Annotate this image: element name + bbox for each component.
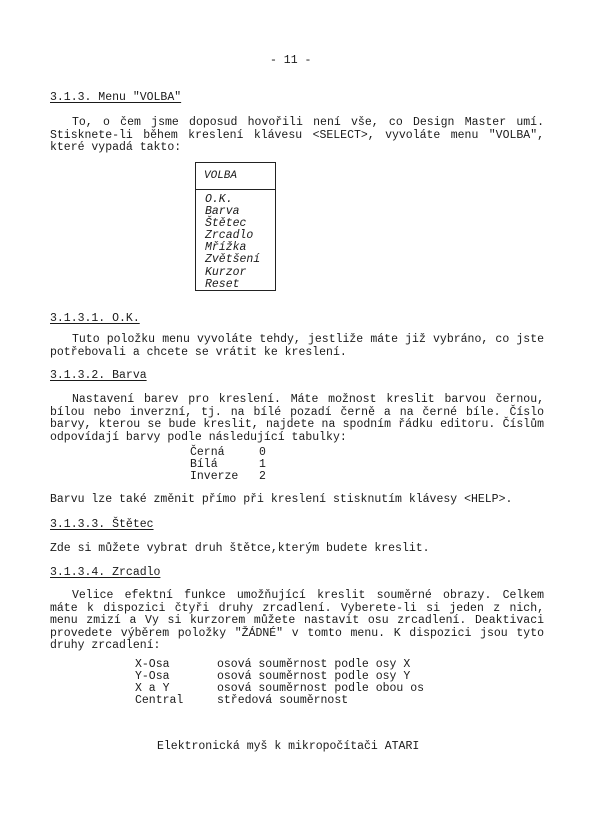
color-value: 2 [259,470,266,483]
menu-items [205,194,260,291]
menu-item-zrcadlo[interactable]: Zrcadlo [205,229,254,243]
menu-item-kurzor[interactable]: Kurzor [205,265,247,279]
menu-volba-box [195,162,276,291]
color-value: 0 [259,446,266,459]
mirror-name: Central [135,694,184,707]
menu-item-mrizka[interactable]: Mřížka [205,241,247,255]
paragraph-ok: Tuto položku menu vyvoláte tehdy, jestliže máte již vybráno, co jste potřebovali a chcete se vrátit ke kreslení. [50,333,544,359]
mirror-name: Y-Osa [135,670,170,683]
menu-item-stetec[interactable]: Štětec [205,217,247,231]
heading-stetec: 3.1.3.3. Štětec [50,518,154,531]
menu-title: VOLBA [204,170,238,182]
mirror-desc: osová souměrnost podle osy X [217,658,411,671]
paragraph-barva-help: Barvu lze také změnit přímo při kreslení stisknutím klávesy <HELP>. [50,493,513,506]
paragraph-barva: Nastavení barev pro kreslení. Máte možnost kreslit barvou černou, bílou nebo inverzní, tj. na bílé pozadí černě a na černé bíle. Číslo barvy, kterou se bude kreslit, najdete na spodním řádku editoru. Číslům odpovídají barvy podle následující tabulky: [50,393,544,444]
color-name: Bílá [190,458,218,471]
heading-barva: 3.1.3.2. Barva [50,369,147,382]
mirror-name: X-Osa [135,658,170,671]
color-name: Černá [190,446,225,459]
color-name: Inverze [190,470,239,483]
menu-item-reset[interactable]: Reset [205,277,240,291]
paragraph-menu-volba: To, o čem jsme doposud hovořili není vše, co Design Master umí. Stisknete-li během kreslení klávesu <SELECT>, vyvoláte menu "VOLBA", které vypadá takto: [50,116,544,154]
mirror-desc: středová souměrnost [217,694,349,707]
heading-menu-volba: 3.1.3. Menu "VOLBA" [50,91,182,104]
menu-item-ok[interactable]: O.K. [205,193,233,206]
menu-divider [196,189,275,190]
heading-ok: 3.1.3.1. O.K. [50,312,140,325]
menu-item-zvetseni[interactable]: Zvětšení [205,253,261,267]
menu-item-barva[interactable]: Barva [205,205,240,219]
paragraph-zrcadlo: Velice efektní funkce umožňující kreslit souměrné obrazy. Celkem máte k dispozici čtyři druhy zrcadlení. Vyberete-li si jeden z nich, menu zmizí a Vy si kurzorem můžete nastavit osu zrcadlení. Deaktivaci provedete výběrem položky "ŽÁDNÉ" v tomto menu. K dispozici jsou tyto druhy zrcadlení: [50,589,544,652]
mirror-desc: osová souměrnost podle obou os [217,682,425,695]
color-value: 1 [259,458,266,471]
footer-title: Elektronická myš k mikropočítači ATARI [157,740,420,753]
paragraph-stetec: Zde si můžete vybrat druh štětce,kterým budete kreslit. [50,542,430,555]
mirror-desc: osová souměrnost podle osy Y [217,670,411,683]
mirror-name: X a Y [135,682,170,695]
page-number: - 11 - [270,54,312,67]
heading-zrcadlo: 3.1.3.4. Zrcadlo [50,566,161,579]
